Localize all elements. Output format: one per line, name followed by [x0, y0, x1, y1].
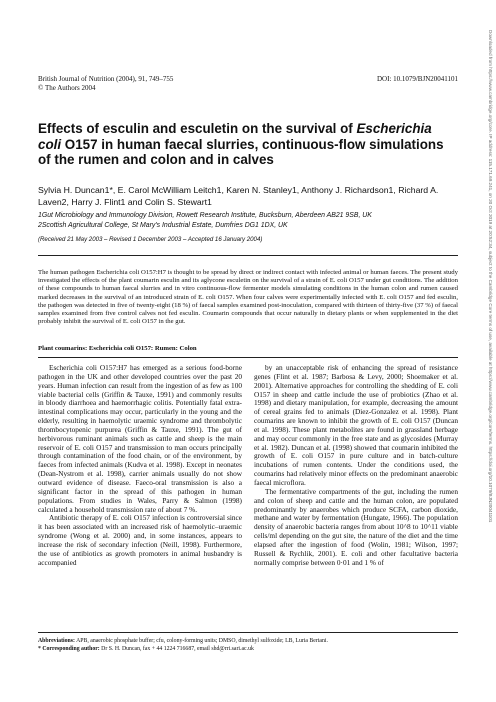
- left-column: [38, 364, 242, 567]
- footnotes: [38, 637, 458, 653]
- corresponding-author-note: [38, 645, 458, 653]
- rule-foot: [38, 632, 458, 633]
- paragraph: by an unacceptable risk of enhancing the spread of resistance genes (Flint et al. 1987; Barbosa & Levy, 2000; Shoemaker et al. 2001). Alternative approaches for controlling the shedding of E. coli O157 in sheep and cattle include the use of probiotics (Zhao et al. 1998) and dietary manipulation, for example, decreasing the amount of cereal grains fed to animals (Diez-Gonzalez et al. 1998). Plant coumarins are known to inhibit the growth of E. coli O157 (Duncan et al. 1998). These plant metabolites are found in grassland herbage and may occur commonly in the free state and as glycosides (Murray et al. 1982). Duncan et al. (1998) showed that coumarin inhibited the growth of E. coli O157 in pure culture and in batch-culture incubations of rumen contents. Under the conditions used, the coumarins had relatively minor effects on the predominant anaerobic faecal microflora.: [254, 363, 458, 487]
- paragraph: Escherichia coli O157:H7 has emerged as a serious food-borne pathogen in the UK and other developed countries over the past 20 years. Human infection can result from the ingestion of as few as 100 viable bacterial cells (Griffin & Tauxe, 1991) and commonly results in bloody diarrhoea and haemorrhagic colitis. Potentially fatal extra-intestinal complications may occur, particularly in the young and the elderly, resulting in haemolytic uraemic syndrome and thrombolytic thrombocytopenic purpurea (Griffin & Tauxe, 1991). The gut of herbivorous ruminant animals such as cattle and sheep is the main reservoir of E. coli O157 and transmission to man occurs principally through contamination of the food chain, or of the environment, by faeces from infected animals (Kudva et al. 1998). Except in neonates (Dean-Nystrom et al. 1998), carrier animals usually do not show outward evidence of disease. Faeco-oral transmission is also a significant factor in the spread of this pathogen in human populations. From studies in Wales, Parry & Salmon (1998) calculated a household transmission rate of about 7 %.: [38, 363, 242, 514]
- doi-link[interactable]: DOI: 10.1079/BJN20041101: [376, 75, 458, 83]
- title-part-1: Effects of esculin and esculetin on the survival of: [38, 121, 357, 136]
- affiliation-2: 2Scottish Agricultural College, St Mary's Industrial Estate, Dumfries DG1 1DX, UK: [38, 221, 288, 229]
- abbreviations-note: [38, 637, 458, 645]
- abstract: The human pathogen Escherichia coli O157:H7 is thought to be spread by direct or indirect contact with infected animal or human faeces. The present study investigated the effects of the plant coumarin esculin and its aglycone esculetin on the survival of a strain of E. coli O157 under gut conditions. The addition of these compounds to human faecal slurries and in vitro continuous-flow fermenter models simulating conditions in the human colon and rumen caused marked decreases in the survival of an introduced strain of E. coli O157. When four calves were experimentally infected with E. coli O157 and fed esculin, the pathogen was detected in five of twenty-eight (18 %) of faecal samples examined post-inoculation, compared with thirteen of thirty-five (37 %) of faecal samples examined from five control calves not fed esculin. Coumarin compounds that occur naturally in dietary plants or when supplemented in the diet probably inhibit the survival of E. coli O157 in the gut.: [38, 269, 458, 326]
- corresponding-label: * Corresponding author:: [38, 646, 100, 652]
- paragraph: The fermentative compartments of the gut, including the rumen and colon of sheep and cattle and the human colon, are populated predominantly by anaerobes which produce SCFA, carbon dioxide, methane and water by fermentation (Hungate, 1966). The population density of anaerobic bacteria ranges from about 10^8 to 10^11 viable cells/ml depending on the gut site, the nature of the diet and the time elapsed after the ingestion of food (Wolin, 1981; Wilson, 1997; Russell & Rychlik, 2001). E. coli and other facultative bacteria normally comprise between 0·01 and 1 % of: [254, 486, 458, 567]
- right-column: [254, 364, 458, 567]
- author-list: Sylvia H. Duncan1*, E. Carol McWilliam Leitch1, Karen N. Stanley1, Anthony J. Richardson1, Richard A. Laven2, Harry J. Flint1 and Colin S. Stewart1: [38, 185, 439, 207]
- received-dates: (Received 21 May 2003 – Revised 1 December 2003 – Accepted 16 January 2004): [38, 236, 263, 243]
- article-title: [38, 121, 458, 168]
- affiliation-1: 1Gut Microbiology and Immunology Division, Rowett Research Institute, Bucksburn, Aberdeen AB21 9SB, UK: [38, 212, 372, 219]
- journal-citation: British Journal of Nutrition (2004), 91, 749–755: [38, 75, 174, 83]
- paragraph: Antibiotic therapy of E. coli O157 infection is controversial since it has been associated with an increased risk of haemolytic–uraemic syndrome (Wong et al. 2000) and, in some instances, appears to increase the risk of secondary infection (Neill, 1998). Furthermore, the use of antibiotics as growth promoters in animal husbandry is accompanied: [38, 513, 242, 567]
- download-side-note: Downloaded from https://www.cambridge.org/core. IP address: 115.171.69.241, on 20 Oct 2019 at 20:52:34, subject to the Cambridge Core terms of use, available at https://www.cambridge.org/core/terms. https://doi.org/10.1079/BJN20041101: [488, 30, 493, 523]
- rule-top: [38, 255, 458, 256]
- title-part-2: O157 in human faecal slurries, continuous-flow simulations of the rumen and colon and in calves: [38, 136, 444, 167]
- corresponding-text: Dr S. H. Duncan, fax + 44 1224 716687, email shd@rri.sari.ac.uk: [99, 646, 254, 652]
- keywords: Plant coumarins: Escherichia coli O157: Rumen: Colon: [38, 345, 197, 352]
- copyright-line: © The Authors 2004: [38, 84, 96, 92]
- journal-header: [38, 75, 458, 93]
- abbreviations-label: Abbreviations:: [38, 638, 75, 644]
- rule-mid: [38, 357, 458, 358]
- affiliations: [38, 211, 458, 230]
- title-organism: Escherichia coli: [38, 121, 432, 152]
- abbreviations-text: APB, anaerobic phosphate buffer; cfu, colony-forming units; DMSO, dimethyl sulfoxide; LB, Luria Bertani.: [74, 638, 328, 644]
